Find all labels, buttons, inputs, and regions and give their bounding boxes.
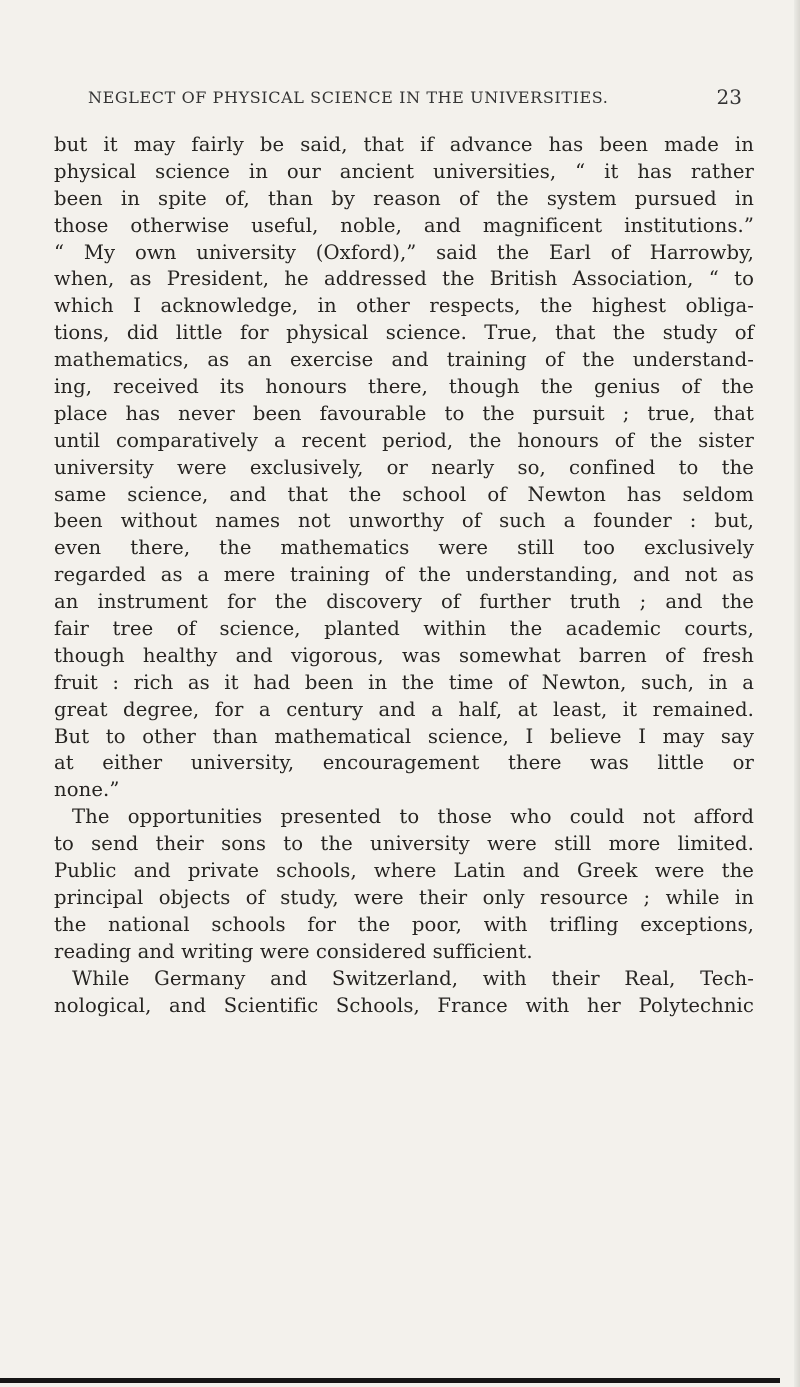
- running-head: NEGLECT OF PHYSICAL SCIENCE IN THE UNIVERSITIES.: [88, 88, 609, 107]
- text-line: but it may fairly be said, that if advance has been made in: [54, 133, 754, 156]
- text-line: physical science in our ancient universities, “ it has rather: [54, 159, 754, 183]
- page-header: [88, 85, 742, 118]
- text-line: been without names not unworthy of such a founder : but,: [54, 509, 754, 533]
- text-line: none.”: [54, 778, 120, 802]
- text-line: ing, received its honours there, though the genius of the: [54, 375, 754, 399]
- text-line: until comparatively a recent period, the honours of the sister: [54, 428, 754, 452]
- text-line: to send their sons to the university were still more limited.: [54, 832, 754, 856]
- scan-bottom-edge: [0, 1378, 780, 1383]
- text-line: reading and writing were considered sufficient.: [54, 939, 533, 963]
- text-line: regarded as a mere training of the understanding, and not as: [54, 563, 754, 587]
- text-line: nological, and Scientific Schools, France with her Polytechnic: [54, 993, 754, 1017]
- text-line: university were exclusively, or nearly so, confined to the: [54, 455, 754, 479]
- text-line: fruit : rich as it had been in the time of Newton, such, in a: [54, 670, 754, 694]
- text-line: fair tree of science, planted within the academic courts,: [54, 617, 754, 641]
- text-line: principal objects of study, were their only resource ; while in: [54, 885, 754, 909]
- page-number: 23: [716, 85, 742, 109]
- text-line: The opportunities presented to those who could not afford: [72, 805, 754, 829]
- text-line: when, as President, he addressed the British Association, “ to: [54, 267, 754, 291]
- text-line: which I acknowledge, in other respects, the highest obliga-: [54, 294, 754, 318]
- text-line: at either university, encouragement there was little or: [54, 751, 754, 775]
- text-line: the national schools for the poor, with trifling exceptions,: [54, 912, 754, 936]
- text-line: though healthy and vigorous, was somewhat barren of fresh: [54, 643, 754, 667]
- text-line: an instrument for the discovery of further truth ; and the: [54, 590, 754, 614]
- text-line: been in spite of, than by reason of the system pursued in: [54, 186, 754, 210]
- text-line: tions, did little for physical science. True, that the study of: [54, 321, 754, 345]
- text-line: even there, the mathematics were still too exclusively: [54, 536, 754, 560]
- text-line: mathematics, as an exercise and training of the understand-: [54, 348, 754, 372]
- text-line: great degree, for a century and a half, at least, it remained.: [54, 697, 754, 721]
- text-line: place has never been favourable to the pursuit ; true, that: [54, 401, 754, 425]
- text-line: “ My own university (Oxford),” said the Earl of Harrowby,: [54, 240, 754, 264]
- text-line: those otherwise useful, noble, and magnificent institutions.”: [54, 213, 754, 237]
- body-text: [54, 132, 754, 1019]
- page-edge-shadow: [794, 0, 800, 1387]
- text-line: Public and private schools, where Latin and Greek were the: [54, 859, 754, 883]
- text-line: But to other than mathematical science, I believe I may say: [54, 724, 754, 748]
- text-line: While Germany and Switzerland, with their Real, Tech-: [72, 966, 754, 990]
- text-line: same science, and that the school of Newton has seldom: [54, 482, 754, 506]
